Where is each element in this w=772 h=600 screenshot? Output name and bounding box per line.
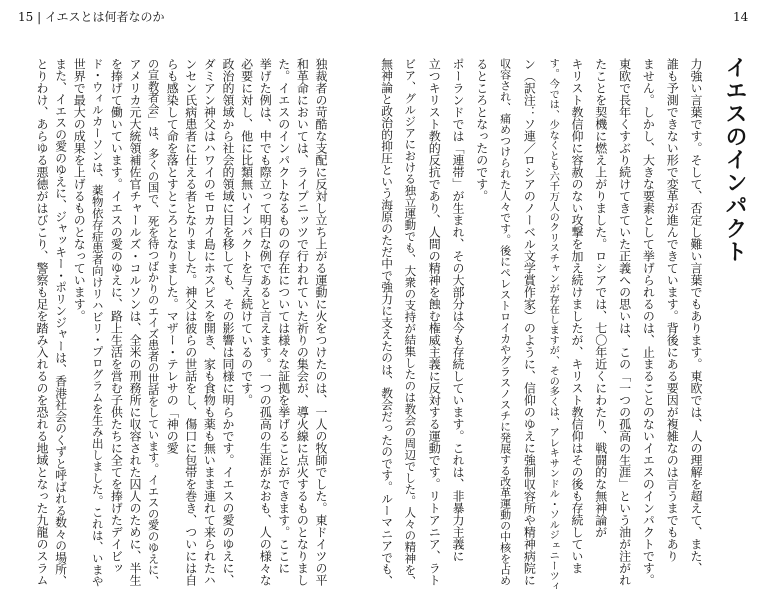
- left-page-column: 和革命においては、ライプニッツで行われていた祈りの集会が、導火線に点火するものとなりまし: [295, 58, 310, 586]
- right-page-column: 力強い言葉です。そして、否定し難い言葉でもあります。東欧では、人の理解を超えて、また、: [689, 58, 703, 574]
- left-page-column: らも感染して命を落とすところとなりました。マザー・テレサの「神の愛: [165, 58, 180, 454]
- left-page-column: ダミアン神父はハワイのモロカイ島にホスピスを開き、家も食物も薬も無いまま連れて来られたハ: [202, 58, 217, 586]
- left-page-column: 必要に対し、他に比類無いインパクトを与え続けているのです。: [239, 58, 254, 406]
- right-page-column: キリスト教信仰に容赦のない攻撃を加え続けましたが、キリスト教信仰はその後も存続していま: [570, 58, 584, 574]
- page-number-right: 14: [733, 10, 749, 24]
- right-page-column: るところとなったのです。: [474, 58, 489, 202]
- left-page-column: また、イエスの愛のゆえに、ジャッキー・ポリンジャーは、香港社会のくずと呼ばれる数々の場所、: [53, 58, 68, 587]
- right-page-column: 収容され、痛めつけられた人々です。後にペレストロイカやグラスノスチに発展する改革運動の中核を占め: [498, 58, 512, 586]
- left-page-column: 世界で最大の成果を上げるものとなっています。: [72, 58, 87, 322]
- right-page-column: す。今では、少なくとも六千万人のクリスチャンが存在しますが、その多くは、アレキサンドル・ソルジェニーツィ: [547, 58, 560, 591]
- right-page-column: たことを契機に燃え上がりました。ロシアでは、七〇年近くにわたり、戦闘的な無神論が: [593, 58, 608, 538]
- page-header-left: 15 | イエスとは何者なのか: [18, 10, 165, 24]
- right-page-column: 東欧で長年くすぶり続けてきていた正義への思いは、この「一つの孤高の生涯」という油が注がれ: [617, 58, 632, 586]
- right-page-column: 誰も予測できない形で変革が進んできています。背後にある要因が複雑なのは言うまでもあり: [665, 58, 680, 562]
- right-page-column: 無神論と政治的抑圧という海原のただ中で強力に支えたのは、教会だったのです。ルーマニアでも、: [379, 58, 394, 587]
- right-page-column: ポーランドでは「連帯」が生まれ、その大部分は今も存続しています。これは、非暴力主義に: [451, 58, 465, 562]
- left-page-column: 独裁者の苛酷な支配に反対し立ち上がる運動に火をつけたのは、一人の牧師でした。東ドイツの平: [314, 58, 328, 586]
- right-page-column: ません。しかし、大きな要素として挙げられるのは、止まることのないイエスのインパクトです。: [641, 58, 656, 586]
- right-page-column: ビア、グルジアにおける独立運動でも、大衆の支持が結集したのは教会の周辺でした。人々の精神を、: [403, 58, 418, 587]
- left-page-column: 政治的領域から社会的領域に目を移しても、その影響は同様に明らかです。イエスの愛のゆえに、: [221, 58, 235, 586]
- chapter-title: イエスのインパクト: [722, 56, 747, 263]
- right-page-column: 立つキリスト教的反抗であり、人間の精神を蝕む権威主義に反対する運動です。リトアニア、ラト: [427, 58, 442, 586]
- left-page-column: とりわけ、あらゆる悪徳がはびこり、警察も足を踏み入れるのを恐れる地域となった九龍のスラム: [35, 58, 49, 586]
- right-page-column: ン（訳注：ソ連／ロシアのノーベル文学賞作家）のように、信仰のゆえに強制収容所や精神病院に: [522, 58, 537, 586]
- left-page-column: 挙げた例は、中でも際立って明白な例であると言えます。一つの孤高の生涯がなおも、人の様々な: [258, 58, 273, 586]
- left-page-column: ド・ウィルカーソンは、薬物依存症患者向けリハビリ・プログラムを生み出しました。これは、いまや: [90, 58, 105, 587]
- left-page-column: を捧げて働いています。イエスの愛のゆえに、路上生活を営む子供たちに全てを捧げたデイビッ: [109, 58, 124, 574]
- left-page-column: た。イエスのインパクトなるものの存在については様々な証拠を挙げることができます。ここに: [276, 58, 291, 574]
- left-page-column: の宣教者会」は、多くの国で、死を待つばかりのエイズ患者の世話をしています。イエスの愛のゆえに、: [146, 58, 160, 587]
- left-page-column: ンセン氏病患者に仕える者となりました。神父は彼らの世話をし、傷口に包帯を巻き、ついには自: [183, 58, 198, 586]
- left-page-column: アメリカ元大統領補佐官チャールズ・コルソンは、全米の刑務所に収容された囚人のために、半生: [128, 58, 142, 586]
